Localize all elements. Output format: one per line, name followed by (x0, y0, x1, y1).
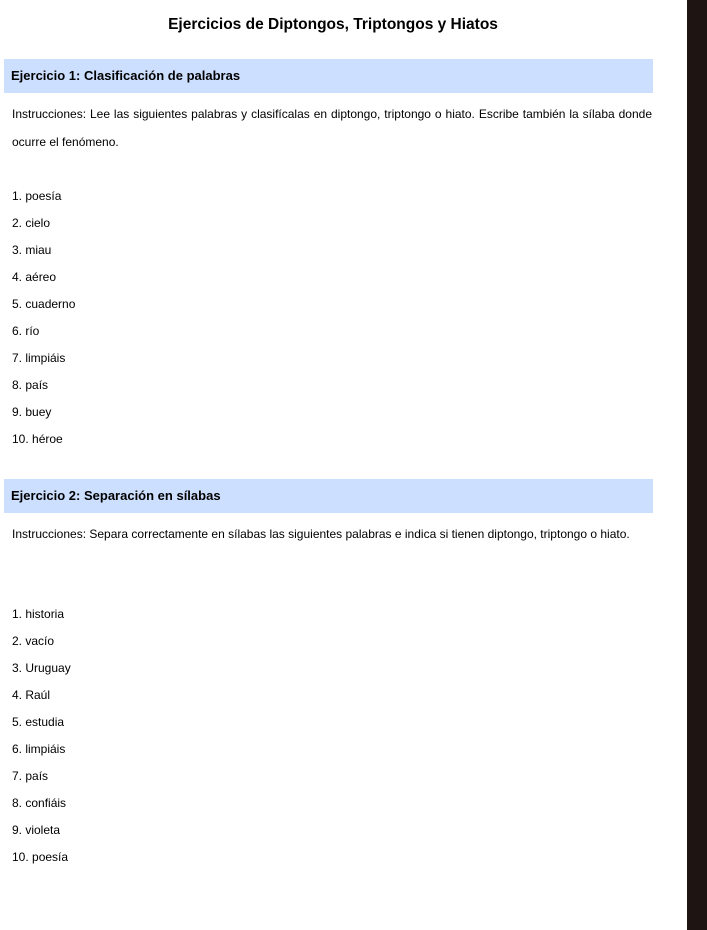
list-item: 9. buey (12, 405, 52, 419)
list-item: 7. país (12, 769, 49, 783)
list-item: 10. héroe (12, 432, 63, 446)
exercise-2-heading: Ejercicio 2: Separación en sílabas (4, 479, 653, 513)
list-item: 5. estudia (12, 715, 65, 729)
list-item: 9. violeta (12, 823, 61, 837)
list-item: 1. historia (12, 607, 65, 621)
list-item: 7. limpiáis (12, 351, 66, 365)
list-item: 6. limpiáis (12, 742, 66, 756)
list-item: 8. confiáis (12, 796, 67, 810)
list-item: 10. poesía (12, 850, 69, 864)
list-item: 5. cuaderno (12, 297, 76, 311)
exercise-1-instructions: Instrucciones: Lee las siguientes palabras y clasifícalas en diptongo, triptongo o hiato. Escribe también la sílaba donde ocurre el fenómeno. (12, 107, 652, 149)
list-item: 4. Raúl (12, 688, 51, 702)
list-item: 2. vacío (12, 634, 55, 648)
list-item: 4. aéreo (12, 270, 57, 284)
exercise-2-word-list (12, 607, 71, 877)
list-item: 8. país (12, 378, 49, 392)
exercise-1-heading: Ejercicio 1: Clasificación de palabras (4, 59, 653, 93)
list-item: 1. poesía (12, 189, 62, 203)
window-edge-bar (687, 0, 707, 930)
exercise-1-word-list (12, 189, 75, 459)
list-item: 6. río (12, 324, 40, 338)
list-item: 3. miau (12, 243, 52, 257)
list-item: 3. Uruguay (12, 661, 71, 675)
list-item: 2. cielo (12, 216, 51, 230)
page-title: Ejercicios de Diptongos, Triptongos y Hiatos (168, 16, 498, 33)
exercise-2-instructions: Instrucciones: Separa correctamente en sílabas las siguientes palabras e indica si tienen diptongo, triptongo o hiato. (12, 527, 630, 541)
